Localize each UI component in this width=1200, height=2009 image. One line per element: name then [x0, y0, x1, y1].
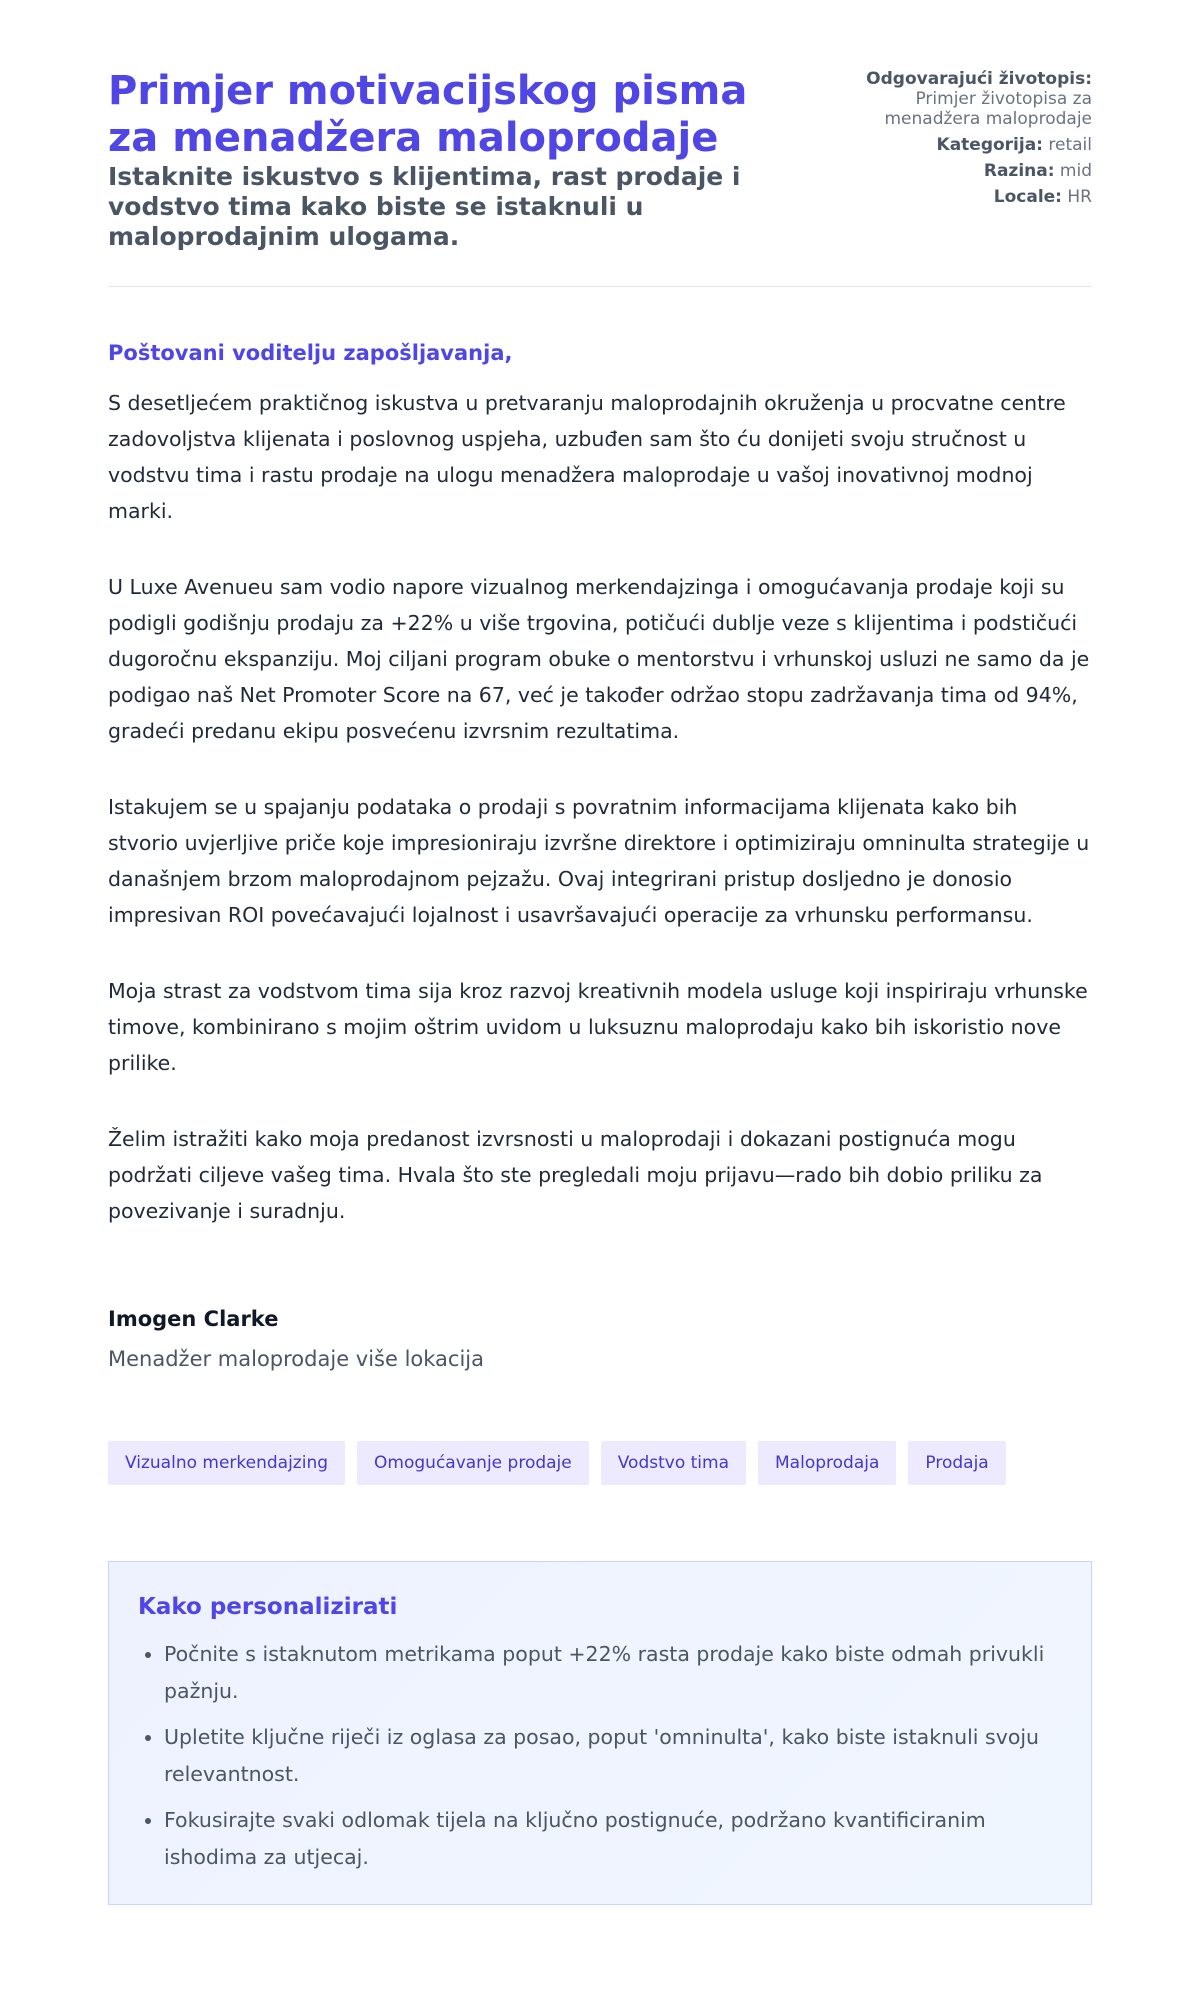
meta-locale-label: Locale: — [993, 187, 1062, 207]
letter-paragraph: Želim istražiti kako moja predanost izvrsnosti u maloprodaji i dokazani postignuća mogu podržati ciljeve vašeg tima. Hvala što ste pregledali moju prijavu—rado bih dobio priliku za povezivanje i suradnju. — [108, 1127, 1043, 1223]
skill-tag[interactable]: Vizualno merkendajzing — [108, 1441, 345, 1485]
skill-tag[interactable]: Vodstvo tima — [601, 1441, 746, 1485]
page-header — [108, 68, 1092, 287]
letter-paragraph: Moja strast za vodstvom tima sija kroz razvoj kreativnih modela usluge koji inspiriraju vrhunske timove, kombinirano s mojim oštrim uvidom u luksuznu maloprodaju kako bih iskoristio nove prilike. — [108, 979, 1088, 1075]
meta-panel — [862, 68, 1092, 213]
personalization-tips — [108, 1561, 1092, 1905]
letter-greeting: Poštovani voditelju zapošljavanja, — [108, 341, 513, 365]
page-title: Primjer motivacijskog pisma za menadžera maloprodaje — [108, 68, 748, 161]
letter-body — [108, 385, 1092, 1229]
tip-item: • Počnite s istaknutom metrikama poput +22% rasta prodaje kako biste odmah privukli pažnju. — [164, 1636, 1063, 1710]
meta-locale — [862, 187, 1092, 207]
signature — [108, 1305, 1092, 1373]
letter-paragraph: S desetljećem praktičnog iskustva u pretvaranju maloprodajnih okruženja u procvatne centre zadovoljstva klijenata i poslovnog uspjeha, uzbuđen sam što ću donijeti svoju stručnost u vodstvu tima i rastu prodaje na ulogu menadžera maloprodaje u vašoj inovativnoj modnoj marki. — [108, 391, 1066, 523]
meta-level-value: mid — [1059, 161, 1092, 181]
skill-tag[interactable]: Omogućavanje prodaje — [357, 1441, 589, 1485]
tip-item: • Fokusirajte svaki odlomak tijela na ključno postignuće, podržano kvantificiranim ishodima za utjecaj. — [164, 1802, 1063, 1876]
meta-category-value: retail — [1048, 135, 1092, 155]
skill-tag[interactable]: Maloprodaja — [758, 1441, 896, 1485]
tips-list — [138, 1636, 1063, 1876]
letter-paragraph: Istakujem se u spajanju podataka o prodaji s povratnim informacijama klijenata kako bih stvorio uvjerljive priče koje impresioniraju izvršne direktore i optimiziraju omninulta strategije u današnjem brzom maloprodajnom pejzažu. Ovaj integrirani pristup dosljedno je donosio impresivan ROI povećavajući lojalnost i usavršavajući operacije za vrhunsku performansu. — [108, 795, 1090, 927]
meta-resume — [862, 69, 1092, 129]
skill-tags — [108, 1441, 1092, 1485]
page-subtitle: Istaknite iskustvo s klijentima, rast prodaje i vodstvo tima kako biste se istaknuli u maloprodajnim ulogama. — [108, 162, 741, 251]
signature-role: Menadžer maloprodaje više lokacija — [108, 1347, 485, 1371]
skill-tag[interactable]: Prodaja — [908, 1441, 1005, 1485]
signature-name: Imogen Clarke — [108, 1307, 279, 1331]
title-block — [108, 68, 788, 252]
meta-resume-label: Odgovarajući životopis: — [866, 69, 1092, 89]
letter-paragraph: U Luxe Avenueu sam vodio napore vizualnog merkendajzinga i omogućavanja prodaje koji su podigli godišnju prodaju za +22% u više trgovina, potičući dublje veze s klijentima i podstičući dugoročnu ekspanziju. Moj ciljani program obuke o mentorstvu i vrhunskoj usluzi ne samo da je podigao naš Net Promoter Score na 67, već je također održao stopu zadržavanja tima od 94%, gradeći predanu ekipu posvećenu izvrsnim rezultatima. — [108, 575, 1090, 743]
meta-level-label: Razina: — [983, 161, 1055, 181]
meta-category — [862, 135, 1092, 155]
meta-level — [862, 161, 1092, 181]
meta-category-label: Kategorija: — [936, 135, 1043, 155]
meta-resume-link[interactable]: Primjer životopisa za menadžera maloprodaje — [884, 89, 1092, 129]
tip-item: • Upletite ključne riječi iz oglasa za posao, poput 'omninulta', kako biste istaknuli svoju relevantnost. — [164, 1719, 1063, 1793]
meta-locale-value: HR — [1067, 187, 1092, 207]
tips-title: Kako personalizirati — [138, 1594, 398, 1620]
